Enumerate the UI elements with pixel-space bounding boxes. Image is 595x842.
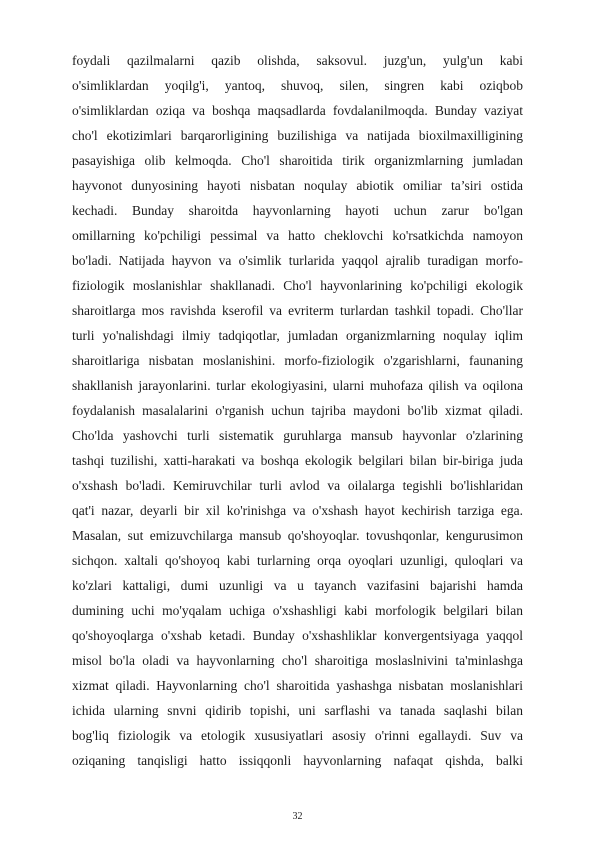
text-line: omillarning ko'pchiligi pessimal va hatto cheklovchi ko'rsatkichda namoyon	[72, 228, 523, 243]
text-line: qat'i nazar, deyarli bir xil ko'rinishga va o'xshash hayot kechirish tarziga ega.	[72, 503, 523, 518]
text-line: sichqon. xaltali qo'shoyoq kabi turlarning orqa oyoqlari uzunligi, quloqlari va	[72, 553, 523, 568]
body-text	[72, 48, 523, 773]
page-number: 32	[292, 811, 303, 822]
text-line: Cho'lda yashovchi turli sistematik guruhlarga mansub hayvonlar o'zlarining	[72, 428, 523, 443]
text-line: qo'shoyoqlarga o'xshab ketadi. Bunday o'xshashliklar konvergentsiyaga yaqqol	[72, 628, 523, 643]
text-line: foydali qazilmalarni qazib olishda, saksovul. juzg'un, yulg'un kabi	[72, 53, 523, 68]
text-line: Masalan, sut emizuvchilarga mansub qo'shoyoqlar. tovushqonlar, kengurusimon	[72, 528, 523, 543]
text-line: turli yo'nalishdagi ilmiy tadqiqotlar, jumladan organizmlarning noqulay iqlim	[72, 328, 523, 343]
text-line: o'simliklardan yoqilg'i, yantoq, shuvoq, silen, singren kabi oziqbob	[72, 78, 523, 93]
text-line: fiziologik moslanishlar shakllanadi. Cho'l hayvonlarining ko'pchiligi ekologik	[72, 278, 523, 293]
text-line: hayvonot dunyosining hayoti nisbatan noqulay abiotik omiliar ta’siri ostida	[72, 178, 523, 193]
text-line: bog'liq fiziologik va etologik xususiyatlari asosiy o'rinni egallaydi. Suv va	[72, 728, 523, 743]
text-line: xizmat qiladi. Hayvonlarning cho'l sharoitida yashashga nisbatan moslanishlari	[72, 678, 523, 693]
text-line: misol bo'la oladi va hayvonlarning cho'l sharoitiga moslaslnivini ta'minlashga	[72, 653, 523, 668]
text-line: shakllanish jarayonlarini. turlar ekologiyasini, ularni muhofaza qilish va oqilona	[72, 378, 523, 393]
text-line: tashqi tuzilishi, xatti-harakati va boshqa ekologik belgilari bilan bir-biriga juda	[72, 453, 523, 468]
text-line: cho'l ekotizimlari barqarorligining buzilishiga va natijada bioxilmaxilligining	[72, 128, 523, 143]
text-line: dumining uchi mo'yqalam uchiga o'xshashligi kabi morfologik belgilari bilan	[72, 603, 523, 618]
text-line: bo'ladi. Natijada hayvon va o'simlik turlarida yaqqol ajralib turadigan morfo-	[72, 253, 523, 268]
text-line: kechadi. Bunday sharoitda hayvonlarning hayoti uchun zarur bo'lgan	[72, 203, 523, 218]
text-line: ichida ularning snvni qidirib topishi, uni sarflashi va tanada saqlashi bilan	[72, 703, 523, 718]
text-line: pasayishiga olib kelmoqda. Cho'l sharoitida tirik organizmlarning jumladan	[72, 153, 523, 168]
text-line: sharoitlarga mos ravishda kserofil va evriterm turlardan tashkil topadi. Cho'llar	[72, 303, 523, 318]
text-line: o'simliklardan oziqa va boshqa maqsadlarda fovdalanilmoqda. Bunday vaziyat	[72, 103, 523, 118]
text-line: ko'zlari kattaligi, dumi uzunligi va u tayanch vazifasini bajarishi hamda	[72, 578, 523, 593]
text-line: sharoitlariga nisbatan moslanishini. morfo-fiziologik o'zgarishlarni, faunaning	[72, 353, 523, 368]
text-line: foydalanish masalalarini o'rganish uchun tajriba maydoni bo'lib xizmat qiladi.	[72, 403, 523, 418]
text-line: o'xshash bo'ladi. Kemiruvchilar turli avlod va oilalarga tegishli bo'lishlaridan	[72, 478, 523, 493]
text-line: oziqaning tanqisligi hatto issiqqonli hayvonlarning nafaqat qishda, balki	[72, 753, 523, 768]
